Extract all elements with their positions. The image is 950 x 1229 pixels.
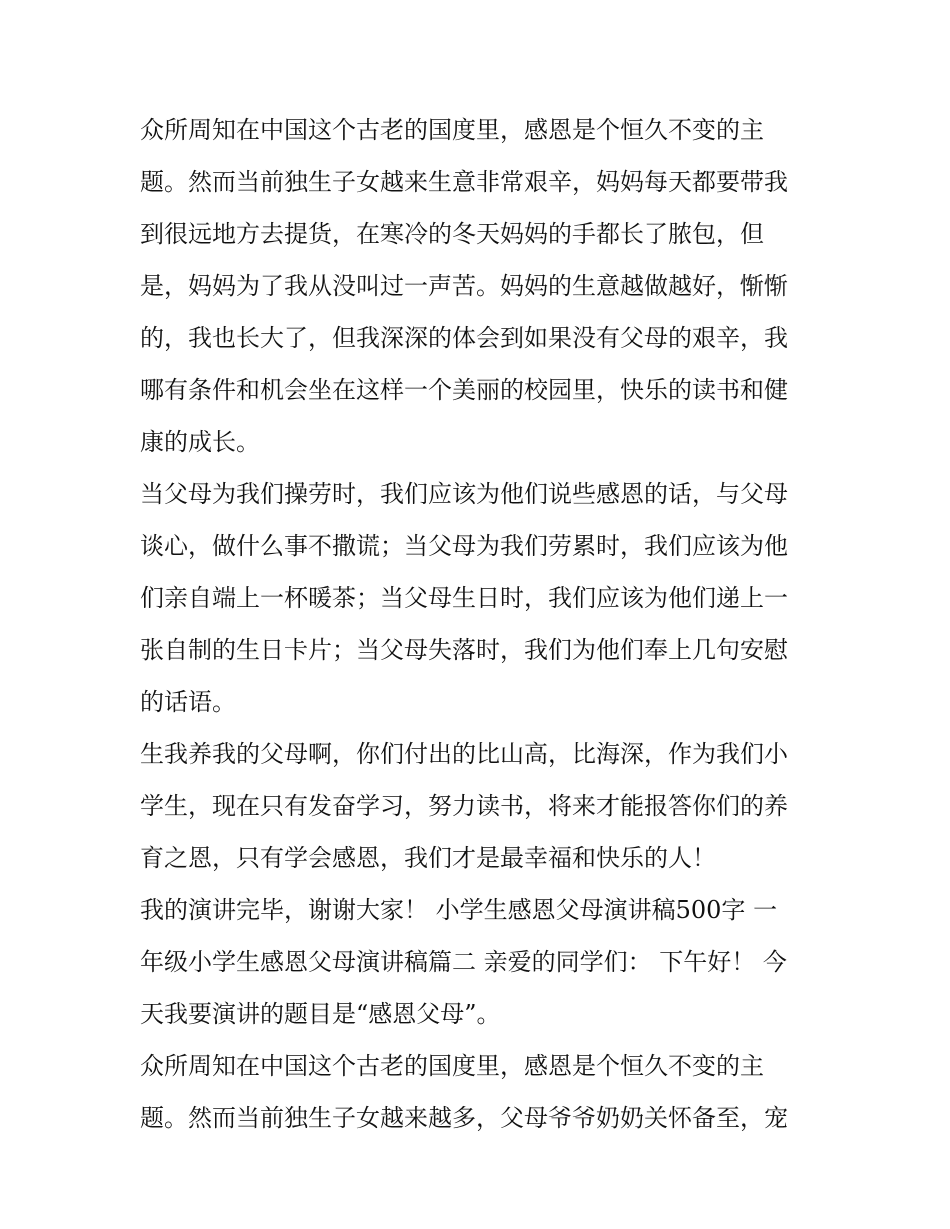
text-line: 是，妈妈为了我从没叫过一声苦。妈妈的生意越做越好，惭惭 [140,272,788,300]
text-line: 我的演讲完毕，谢谢大家！ 小学生感恩父母演讲稿500字 一 [140,896,778,924]
text-line: 生我养我的父母啊，你们付出的比山高，比海深，作为我们小 [140,740,788,768]
text-line: 到很远地方去提货，在寒冷的冬天妈妈的手都长了脓包，但 [140,220,764,248]
text-line: 年级小学生感恩父母演讲稿篇二 亲爱的同学们： 下午好！ 今 [140,948,787,976]
text-line: 的话语。 [140,688,236,716]
text-line: 天我要演讲的题目是“感恩父母”。 [140,1000,501,1028]
text-line: 题。然而当前独生子女越来越多，父母爷爷奶奶关怀备至，宠 [140,1104,788,1132]
text-line: 的，我也长大了，但我深深的体会到如果没有父母的艰辛，我 [140,324,788,352]
text-line: 谈心，做什么事不撒谎；当父母为我们劳累时，我们应该为他 [140,532,788,560]
text-line: 哪有条件和机会坐在这样一个美丽的校园里，快乐的读书和健 [140,376,788,404]
text-line: 们亲自端上一杯暖茶；当父母生日时，我们应该为他们递上一 [140,584,788,612]
document-body [140,104,830,1144]
text-line: 众所周知在中国这个古老的国度里，感恩是个恒久不变的主 [140,1052,764,1080]
text-line: 当父母为我们操劳时，我们应该为他们说些感恩的话，与父母 [140,480,788,508]
text-line: 众所周知在中国这个古老的国度里，感恩是个恒久不变的主 [140,116,764,144]
text-line: 题。然而当前独生子女越来生意非常艰辛，妈妈每天都要带我 [140,168,788,196]
text-line: 育之恩，只有学会感恩，我们才是最幸福和快乐的人！ [140,844,716,872]
text-line: 张自制的生日卡片；当父母失落时，我们为他们奉上几句安慰 [140,636,788,664]
text-line: 学生，现在只有发奋学习，努力读书，将来才能报答你们的养 [140,792,788,820]
text-line: 康的成长。 [140,428,260,456]
